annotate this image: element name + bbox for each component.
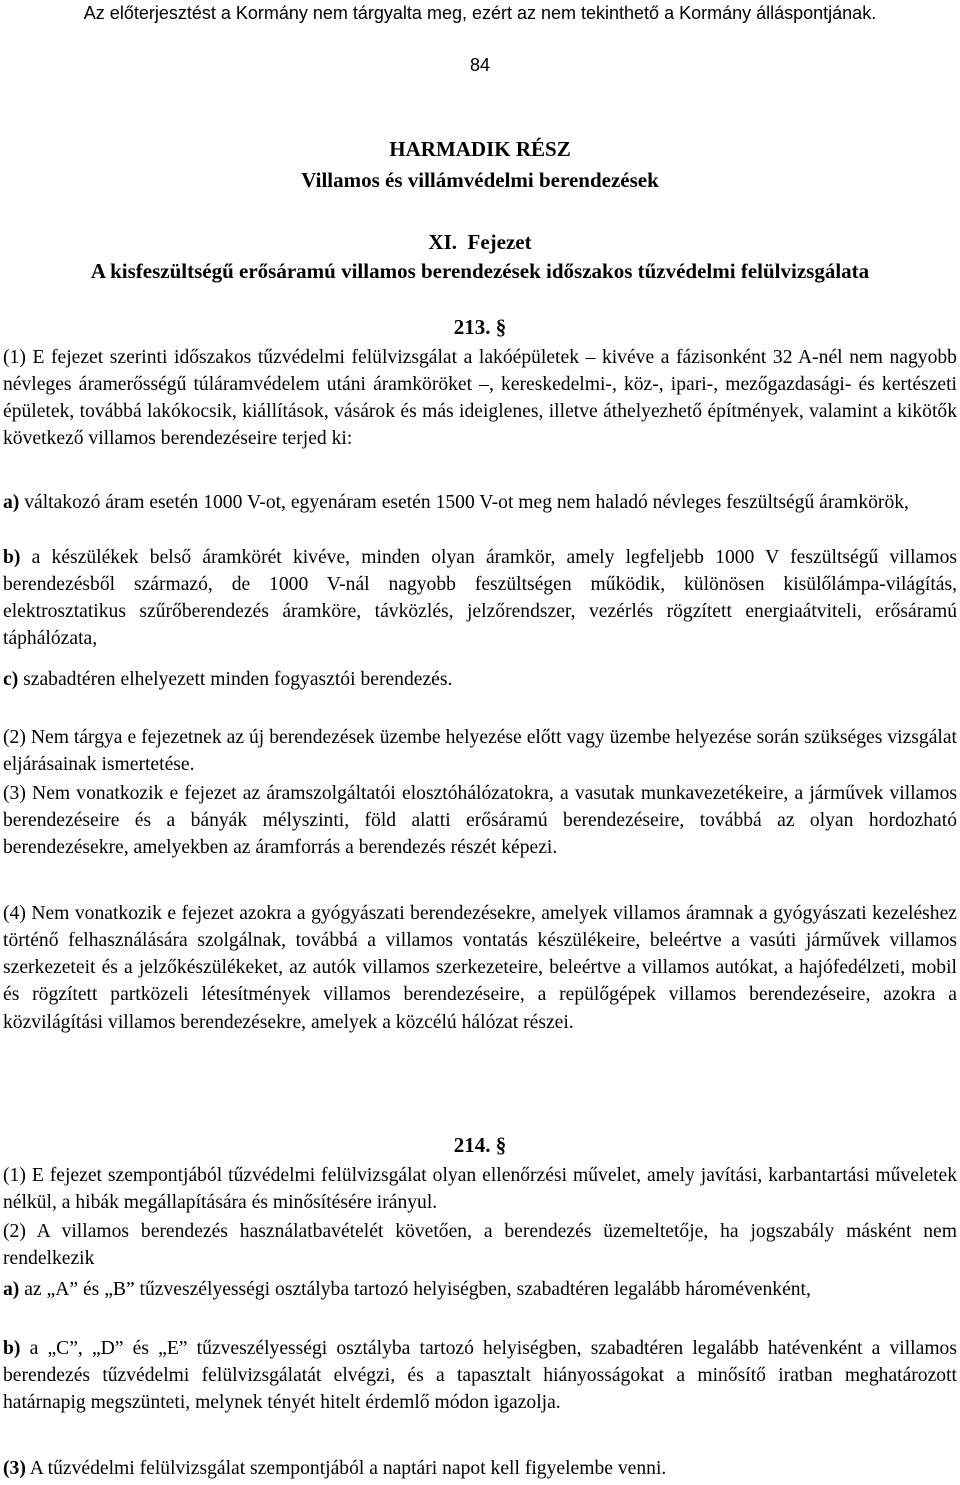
section-213-paragraph-1 [3,344,957,453]
section-213-paragraph-3 [3,780,957,861]
point-label: a) [3,1279,20,1300]
point-label: c) [3,669,19,690]
chapter-subtitle: A kisfeszültségű erősáramú villamos berendezések időszakos tűzvédelmi felülvizsgálata [90,259,870,283]
section-214-paragraph-3 [3,1455,957,1482]
point-text: a „C”, „D” és „E” tűzveszélyességi osztályba tartozó helyiségben, szabadtéren legalább hatévenként a villamos berendezés tűzvédelmi felülvizsgálatát elvégzi, és a tapasztalt hiányosságokat a minősítő iratban meghatározott határnapig megszünteti, melynek tényét hitelt érdemlő módon igazolja. [3,1338,957,1414]
point-label: b) [3,547,21,568]
part-subtitle: Villamos és villámvédelmi berendezések [301,168,659,192]
section-213-point-b [3,544,957,653]
paragraph-number: (2) [3,1221,26,1242]
paragraph-text: A tűzvédelmi felülvizsgálat szempontjából a naptári napot kell figyelembe venni. [29,1458,667,1479]
paragraph-text: Nem vonatkozik e fejezet az áramszolgáltatói elosztóhálózatokra, a vasutak munkavezetékeire, a járművek villamos berendezéseire és a bányák mélyszinti, föld alatti erősáramú berendezéseire, továbbá az olyan hordozható berendezésekre, amelyekben az áramforrás a berendezés részét képezi. [3,783,957,859]
section-213-point-a [3,489,957,516]
disclaimer-notice: Az előterjesztést a Kormány nem tárgyalta meg, ezért az nem tekinthető a Kormány álláspontjának. [83,3,877,23]
part-title: HARMADIK RÉSZ [389,137,571,161]
paragraph-number: (2) [3,727,26,748]
chapter-title: XI. Fejezet [428,230,532,254]
section-213-heading [0,314,960,340]
paragraph-number: (3) [3,1458,26,1479]
paragraph-text: Nem tárgya e fejezetnek az új berendezések üzembe helyezése előtt vagy üzembe helyezése során szükséges vizsgálat eljárásainak ismertetése. [3,727,957,776]
section-213-paragraph-4 [3,900,957,1036]
paragraph-number: (1) [3,347,26,368]
page-number: 84 [469,55,491,75]
paragraph-number: (1) [3,1165,26,1186]
paragraph-text: E fejezet szerinti időszakos tűzvédelmi felülvizsgálat a lakóépületek – kivéve a fázisonként 32 A-nél nem nagyobb névleges áramerősségű túláramvédelem utáni áramköröket –, kereskedelmi-, köz-, ipari-, mezőgazdasági- és kertészeti épületek, továbbá lakókocsik, kiállítások, vásárok és más ideiglenes, illetve áthelyezhető építmények, valamint a kikötők következő villamos berendezéseire terjed ki: [3,347,957,450]
section-214-paragraph-1 [3,1162,957,1216]
paragraph-text: Nem vonatkozik e fejezet azokra a gyógyászati berendezésekre, amelyek villamos áramnak a gyógyászati kezeléshez történő felhasználására szolgálnak, továbbá a villamos vontatás készülékeire, beleértve a vasúti járművek villamos szerkezeteit és a jelzőkészülékeket, az autók villamos szerkezeteire, beleértve a villamos autókat, a hajófedélzeti, mobil és rögzített partközeli létesítmények villamos berendezéseire, a repülőgépek villamos berendezéseire, azokra a közvilágítási villamos berendezésekre, amelyek a közcélú hálózat részei. [3,903,957,1033]
section-number: 214. [453,1133,491,1157]
paragraph-number: (4) [3,903,26,924]
point-text: az „A” és „B” tűzveszélyességi osztályba tartozó helyiségben, szabadtéren legalább háromévenként, [24,1279,811,1300]
point-label: a) [3,492,20,513]
paragraph-text: A villamos berendezés használatbavételét követően, a berendezés üzemeltetője, ha jogszabály másként nem rendelkezik [3,1221,957,1270]
point-label: b) [3,1338,21,1359]
section-214-point-a [3,1276,957,1303]
section-213-point-c [3,666,957,693]
point-text: váltakozó áram esetén 1000 V-ot, egyenáram esetén 1500 V-ot meg nem haladó névleges feszültségű áramkörök, [24,492,909,513]
paragraph-number: (3) [3,783,26,804]
point-text: szabadtéren elhelyezett minden fogyasztói berendezés. [23,669,453,690]
section-sign: § [495,315,507,339]
paragraph-text: E fejezet szempontjából tűzvédelmi felülvizsgálat olyan ellenőrzési művelet, amely javítási, karbantartási műveletek nélkül, a hibák megállapítására és minősítésére irányul. [3,1165,957,1214]
section-213-paragraph-2 [3,724,957,778]
section-214-point-b [3,1335,957,1416]
section-214-heading [0,1132,960,1158]
section-number: 213. [453,315,491,339]
point-text: a készülékek belső áramkörét kivéve, minden olyan áramkör, amely legfeljebb 1000 V feszültségű villamos berendezésből származó, de 1000 V-nál nagyobb feszültségen működik, különösen kisülőlámpa-világítás, elektrosztatikus szűrőberendezés áramköre, távközlés, jelzőrendszer, vezérlés rögzített energiaátviteli, erősáramú táphálózata, [3,547,957,650]
section-sign: § [495,1133,507,1157]
section-214-paragraph-2 [3,1218,957,1272]
